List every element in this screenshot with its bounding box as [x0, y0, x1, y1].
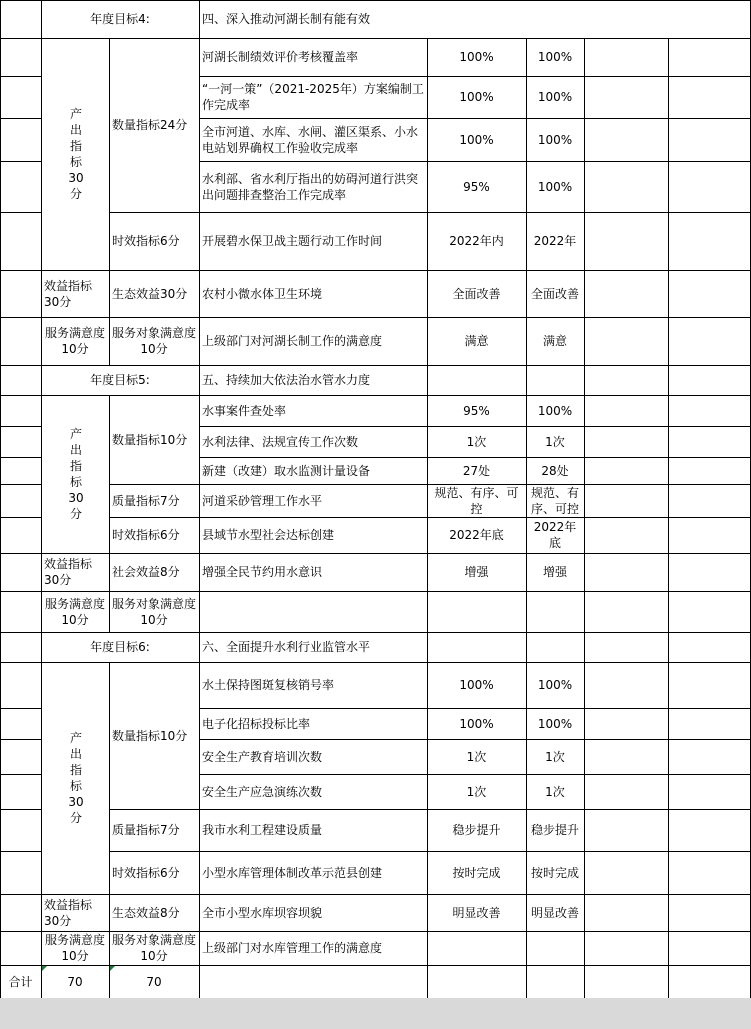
- indicator-target: 稳步提升: [452, 823, 501, 837]
- timeliness-indicator-label: 时效指标6分: [112, 865, 180, 880]
- benefit-indicator-label: 效益指标30分: [44, 557, 93, 587]
- quantity-indicator-label: 数量指标24分: [112, 118, 188, 132]
- indicator-actual: 规范、有序、可控: [530, 485, 579, 516]
- output-category-label: 产出指标30分: [68, 107, 84, 201]
- total-value: 70: [67, 974, 83, 989]
- indicator-name: 县域节水型社会达标创建: [202, 528, 335, 542]
- indicator-actual: 100%: [537, 90, 573, 104]
- indicator-name: 小型水库管理体制改革示范县创建: [202, 865, 383, 880]
- indicator-name: 新建（改建）取水监测计量设备: [202, 463, 371, 478]
- indicator-name: 水事案件查处率: [202, 403, 287, 418]
- output-category-label: 产出指标30分: [68, 731, 84, 825]
- indicator-target: [427, 931, 526, 965]
- indicator-target: 27处: [462, 463, 491, 478]
- indicator-name: “一河一策”（2021-2025年）方案编制工作完成率: [202, 82, 424, 112]
- indicator-name: 水土保持图斑复核销号率: [202, 678, 335, 692]
- indicator-actual: 100%: [537, 716, 573, 731]
- goal-text: 四、深入推动河湖长制有能有效: [202, 12, 371, 26]
- goal-text: 六、全面提升水利行业监管水平: [202, 640, 371, 654]
- indicator-actual: 稳步提升: [530, 823, 579, 837]
- indicator-actual: 明显改善: [530, 905, 579, 920]
- quantity-indicator-label: 数量指标10分: [112, 432, 188, 447]
- service-object-label: 服务对象满意度10分: [111, 326, 196, 356]
- goal-label: 年度目标4:: [90, 12, 150, 26]
- timeliness-indicator-label: 时效指标6分: [112, 234, 180, 248]
- indicator-name: 开展碧水保卫战主题行动工作时间: [202, 234, 383, 248]
- indicator-name: 上级部门对河湖长制工作的满意度: [202, 334, 383, 348]
- indicator-name: 河湖长制绩效评价考核覆盖率: [202, 50, 359, 64]
- output-category-label: 产出指标30分: [68, 427, 84, 521]
- indicator-actual: 100%: [537, 403, 573, 418]
- indicator-name: 上级部门对水库管理工作的满意度: [202, 941, 383, 955]
- indicator-actual: 全面改善: [530, 286, 579, 301]
- benefit-indicator-label: 效益指标30分: [44, 278, 93, 309]
- indicator-target: 明显改善: [452, 905, 501, 920]
- indicator-actual: 100%: [537, 132, 573, 147]
- indicator-name: 电子化招标投标比率: [202, 716, 311, 731]
- indicator-target: 1次: [466, 434, 487, 449]
- indicator-target: 2022年底: [449, 528, 504, 542]
- indicator-actual: 1次: [545, 749, 565, 764]
- indicator-target: 规范、有序、可控: [434, 485, 519, 516]
- indicator-target: 全面改善: [452, 286, 501, 301]
- service-satisfaction-label: 服务满意度10分: [45, 326, 106, 356]
- indicator-actual: 100%: [537, 50, 573, 64]
- eco-benefit-label: 生态效益30分: [112, 286, 188, 301]
- eco-benefit-label: 生态效益8分: [112, 905, 180, 920]
- timeliness-indicator-label: 时效指标6分: [112, 528, 180, 542]
- indicator-target: 100%: [459, 90, 494, 104]
- goal-text: 五、持续加大依法治水管水力度: [202, 373, 371, 387]
- service-satisfaction-label: 服务满意度10分: [45, 596, 106, 627]
- indicator-actual: 1次: [545, 784, 565, 799]
- indicator-actual: [526, 931, 584, 965]
- indicator-name: 全市小型水库坝容坝貌: [202, 905, 323, 920]
- quality-indicator-label: 质量指标7分: [112, 823, 180, 837]
- indicator-name: 农村小微水体卫生环境: [202, 286, 323, 301]
- indicator-target: 100%: [459, 50, 494, 64]
- indicator-actual: 1次: [545, 434, 565, 449]
- indicator-name: 河道采砂管理工作水平: [202, 493, 323, 508]
- service-object-label: 服务对象满意度10分: [111, 596, 196, 627]
- indicator-actual: 100%: [537, 179, 573, 194]
- indicator-target: 1次: [466, 784, 487, 799]
- indicator-name: 水利法律、法规宣传工作次数: [202, 434, 359, 449]
- indicator-target: 100%: [459, 716, 494, 731]
- indicator-actual: 按时完成: [530, 865, 579, 880]
- indicator-name: 我市水利工程建设质量: [202, 823, 323, 837]
- indicator-actual: 增强: [542, 565, 567, 579]
- benefit-indicator-label: 效益指标30分: [44, 897, 93, 928]
- indicator-actual: 100%: [537, 678, 573, 692]
- quality-indicator-label: 质量指标7分: [112, 493, 180, 508]
- empty-sheet-area: [0, 998, 751, 1029]
- indicator-target: 按时完成: [452, 865, 501, 880]
- goal-label: 年度目标5:: [90, 373, 150, 387]
- indicator-name: 全市河道、水库、水闸、灌区渠系、小水电站划界确权工作验收完成率: [202, 124, 419, 155]
- indicator-actual: 2022年: [533, 234, 577, 248]
- goal-label: 年度目标6:: [90, 640, 150, 654]
- indicator-name: 增强全民节约用水意识: [202, 565, 323, 579]
- indicator-target: 100%: [459, 678, 494, 692]
- indicator-target: 95%: [463, 403, 490, 418]
- indicator-target: 1次: [466, 749, 487, 764]
- indicator-name: 水利部、省水利厅指出的妨碍河道行洪突出问题排查整治工作完成率: [202, 171, 419, 202]
- indicator-target: 满意: [464, 334, 489, 348]
- indicator-name: 安全生产应急演练次数: [202, 784, 323, 799]
- indicator-target: 95%: [463, 179, 490, 194]
- service-satisfaction-label: 服务满意度10分: [45, 933, 106, 963]
- service-object-label: 服务对象满意度10分: [111, 933, 196, 963]
- total-value: 70: [146, 974, 162, 989]
- indicator-actual: 满意: [542, 334, 567, 348]
- indicator-actual: 28处: [541, 463, 569, 478]
- indicator-name: 安全生产教育培训次数: [202, 749, 323, 764]
- quantity-indicator-label: 数量指标10分: [112, 728, 188, 743]
- indicator-target: 100%: [459, 132, 494, 147]
- indicator-target: 增强: [464, 565, 489, 579]
- total-label: 合计: [8, 974, 33, 989]
- indicator-target: 2022年内: [449, 234, 504, 248]
- social-benefit-label: 社会效益8分: [112, 565, 180, 579]
- indicator-actual: 2022年底: [533, 520, 577, 550]
